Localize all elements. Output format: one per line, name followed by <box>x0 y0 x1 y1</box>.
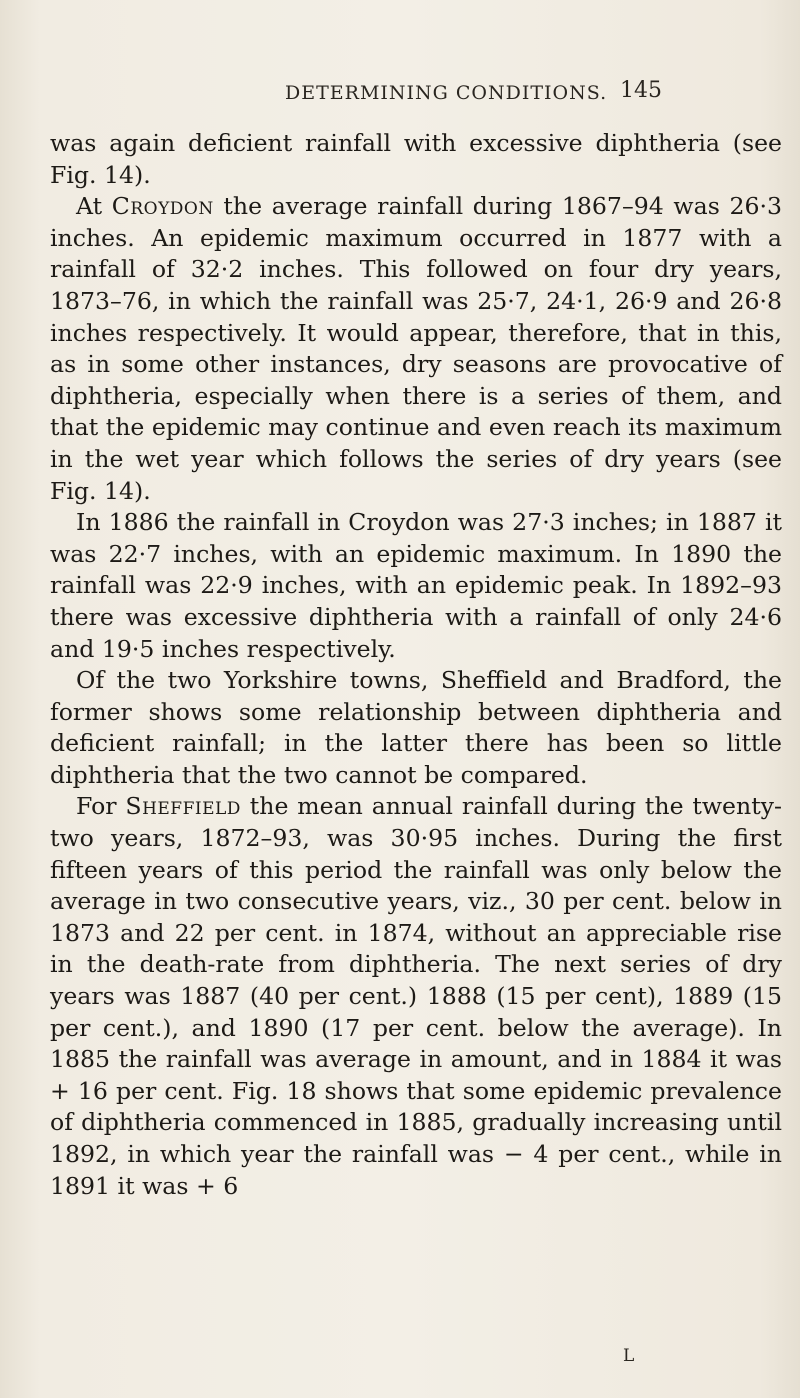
paragraph <box>50 507 782 665</box>
body-text <box>50 128 782 1202</box>
running-head: DETERMINING CONDITIONS. <box>285 82 608 104</box>
text-run: Of the two Yorkshire towns, Sheffield and Bradford, the former shows some relationship between diphtheria and deficient rainfall; in the latter there has been so little diphtheria that the two cannot be compared. <box>50 666 782 789</box>
text-run: At <box>76 192 112 221</box>
text-run: the mean annual rainfall during the twenty-two years, 1872–93, was 30·95 inches. During the first fifteen years of this period the rainfall was only below the average in two consecutive years, viz., 30 per cent. below in 1873 and 22 per cent. in 1874, without an appreciable rise in the death-rate from diphtheria. The next series of dry years was 1887 (40 per cent.) 1888 (15 per cent), 1889 (15 per cent.), and 1890 (17 per cent. below the average). In 1885 the rainfall was average in amount, and in 1884 it was + 16 per cent. Fig. 18 shows that some epidemic prevalence of diphtheria commenced in 1885, gradually increasing until 1892, in which year the rainfall was − 4 per cent., while in 1891 it was + 6 <box>50 792 782 1200</box>
paragraph <box>50 665 782 791</box>
place-name-croydon: Croydon <box>111 192 214 221</box>
text-run: For <box>76 792 126 821</box>
paragraph <box>50 191 782 507</box>
page-number: 145 <box>620 78 662 103</box>
paragraph <box>50 791 782 1202</box>
paragraph <box>50 128 782 191</box>
text-run: In 1886 the rainfall in Croydon was 27·3 inches; in 1887 it was 22·7 inches, with an epidemic maximum. In 1890 the rainfall was 22·9 inches, with an epidemic peak. In 1892–93 there was excessive diphtheria with a rainfall of only 24·6 and 19·5 inches respectively. <box>50 508 782 663</box>
place-name-sheffield: Sheffield <box>125 792 241 821</box>
text-run: the average rainfall during 1867–94 was 26·3 inches. An epidemic maximum occurred in 1877 with a rainfall of 32·2 inches. This followed on four dry years, 1873–76, in which the rainfall was 25·7, 24·1, 26·9 and 26·8 inches respectively. It would appear, therefore, that in this, as in some other instances, dry seasons are provocative of diphtheria, especially when there is a series of them, and that the epidemic may continue and even reach its maximum in the wet year which follows the series of dry years (see Fig. 14). <box>50 192 782 505</box>
signature-mark: L <box>623 1346 635 1366</box>
text-run: was again deficient rainfall with excessive diphtheria (see Fig. 14). <box>50 129 782 189</box>
